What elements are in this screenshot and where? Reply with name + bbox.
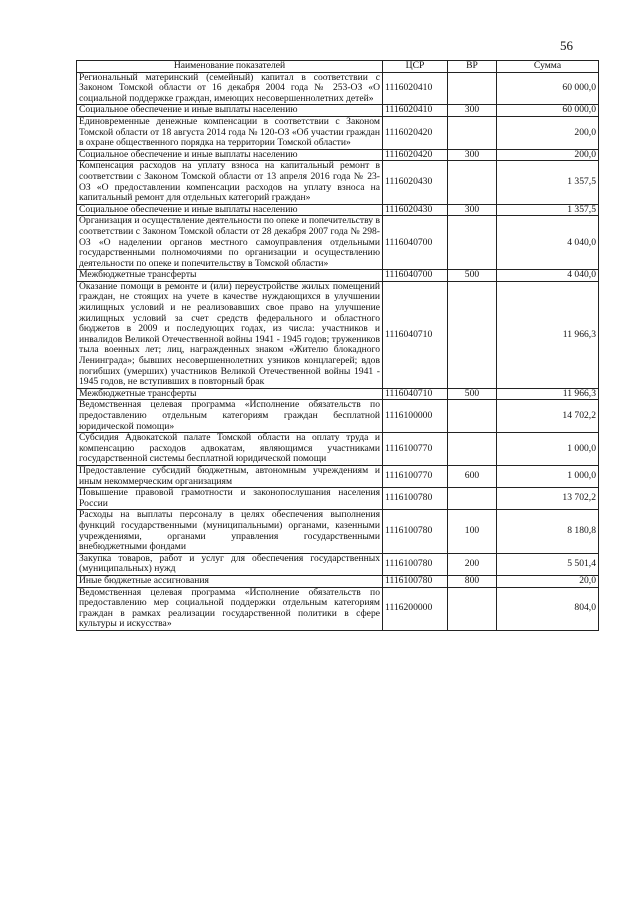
cell-name: Субсидия Адвокатской палате Томской области на оплату труда и компенсацию расходов адвокатам, являющимся участниками государственной системы бесплатной юридической помощи — [77, 433, 383, 466]
cell-csr: 1116100780 — [383, 488, 448, 510]
table-row — [77, 587, 599, 630]
table-header-row — [77, 61, 599, 73]
cell-vr — [448, 400, 497, 433]
table-row — [77, 465, 599, 487]
cell-csr: 1116040700 — [383, 216, 448, 270]
cell-csr: 1116100770 — [383, 433, 448, 466]
table-row — [77, 105, 599, 117]
table-row — [77, 488, 599, 510]
cell-sum: 14 702,2 — [497, 400, 599, 433]
cell-sum: 11 966,3 — [497, 388, 599, 400]
cell-name: Расходы на выплаты персоналу в целях обеспечения выполнения функций государственными (муниципальными) органами, казенными учреждениями, органами управления государственными внебюджетными фондами — [77, 510, 383, 553]
table-row — [77, 204, 599, 216]
cell-name: Ведомственная целевая программа «Исполнение обязательств по предоставлению мер социальной поддержки отдельным категориям граждан в рамках реализации государственной политики в сфере культуры и искусства» — [77, 587, 383, 630]
cell-vr — [448, 72, 497, 105]
cell-sum: 4 040,0 — [497, 216, 599, 270]
cell-csr: 1116020430 — [383, 161, 448, 204]
table-row — [77, 281, 599, 388]
cell-name: Межбюджетные трансферты — [77, 388, 383, 400]
cell-vr — [448, 216, 497, 270]
cell-sum: 60 000,0 — [497, 105, 599, 117]
cell-csr: 1116100000 — [383, 400, 448, 433]
cell-csr: 1116100770 — [383, 465, 448, 487]
cell-sum: 5 501,4 — [497, 553, 599, 575]
table-row — [77, 388, 599, 400]
cell-sum: 8 180,8 — [497, 510, 599, 553]
cell-csr: 1116020410 — [383, 105, 448, 117]
cell-name: Повышение правовой грамотности и законопослушания населения России — [77, 488, 383, 510]
cell-vr: 300 — [448, 204, 497, 216]
cell-name: Оказание помощи в ремонте и (или) переустройстве жилых помещений граждан, не стоящих на учете в качестве нуждающихся в улучшении жилищных условий и не реализовавших свое право на улучшение жилищных условий за счет средств федерального и областного бюджетов в 2009 и последующих годах, из числа: участников и инвалидов Великой Отечественной войны 1941 - 1945 годов; тружеников тыла военных лет; лиц, награжденных знаком «Жителю блокадного Ленинграда»; бывших несовершеннолетних узников концлагерей; вдов погибших (умерших) участников Великой Отечественной войны 1941 - 1945 годов, не вступивших в повторный брак — [77, 281, 383, 388]
table-row — [77, 510, 599, 553]
table-row — [77, 149, 599, 161]
header-vr: ВР — [448, 61, 497, 73]
cell-sum: 60 000,0 — [497, 72, 599, 105]
table-row — [77, 433, 599, 466]
cell-vr — [448, 161, 497, 204]
cell-name: Социальное обеспечение и иные выплаты населению — [77, 204, 383, 216]
cell-name: Социальное обеспечение и иные выплаты населению — [77, 149, 383, 161]
cell-name: Социальное обеспечение и иные выплаты населению — [77, 105, 383, 117]
cell-vr: 500 — [448, 270, 497, 282]
header-sum: Сумма — [497, 61, 599, 73]
cell-name: Компенсация расходов на уплату взноса на капитальный ремонт в соответствии с Законом Томской области от 13 апреля 2016 года № 23-ОЗ «О предоставлении компенсации расходов на уплату взноса на капитальный ремонт для отдельных категорий граждан» — [77, 161, 383, 204]
table-row — [77, 161, 599, 204]
cell-name: Закупка товаров, работ и услуг для обеспечения государственных (муниципальных) нужд — [77, 553, 383, 575]
cell-csr: 1116020420 — [383, 116, 448, 149]
cell-name: Ведомственная целевая программа «Исполнение обязательств по предоставлению отдельным категориям граждан бесплатной юридической помощи» — [77, 400, 383, 433]
header-csr: ЦСР — [383, 61, 448, 73]
cell-vr: 300 — [448, 105, 497, 117]
cell-vr: 200 — [448, 553, 497, 575]
table-row — [77, 216, 599, 270]
cell-name: Организация и осуществление деятельности по опеке и попечительству в соответствии с Законом Томской области от 28 декабря 2007 года № 298-ОЗ «О наделении органов местного самоуправления отдельными государственными полномочиями по организации и осуществлению деятельности по опеке и попечительству в Томской области» — [77, 216, 383, 270]
cell-vr: 100 — [448, 510, 497, 553]
cell-csr: 1116020420 — [383, 149, 448, 161]
cell-name: Единовременные денежные компенсации в соответствии с Законом Томской области от 18 августа 2014 года № 120-ОЗ «Об участии граждан в охране общественного порядка на территории Томской области» — [77, 116, 383, 149]
cell-sum: 1 357,5 — [497, 161, 599, 204]
cell-sum: 200,0 — [497, 116, 599, 149]
page-number: 56 — [560, 38, 573, 53]
cell-sum: 1 357,5 — [497, 204, 599, 216]
cell-csr: 1116100780 — [383, 553, 448, 575]
cell-sum: 1 000,0 — [497, 465, 599, 487]
table-row — [77, 553, 599, 575]
cell-vr — [448, 116, 497, 149]
cell-sum: 13 702,2 — [497, 488, 599, 510]
cell-vr: 600 — [448, 465, 497, 487]
table-row — [77, 116, 599, 149]
cell-sum: 804,0 — [497, 587, 599, 630]
cell-vr: 300 — [448, 149, 497, 161]
budget-table — [76, 60, 599, 631]
cell-vr: 800 — [448, 575, 497, 587]
cell-sum: 200,0 — [497, 149, 599, 161]
cell-name: Региональный материнский (семейный) капитал в соответствии с Законом Томской области от 16 декабря 2004 года № 253-ОЗ «О социальной поддержке граждан, имеющих несовершеннолетних детей» — [77, 72, 383, 105]
cell-csr: 1116100780 — [383, 510, 448, 553]
cell-vr — [448, 488, 497, 510]
cell-csr: 1116020410 — [383, 72, 448, 105]
cell-csr: 1116040710 — [383, 281, 448, 388]
cell-sum: 20,0 — [497, 575, 599, 587]
cell-csr: 1116040700 — [383, 270, 448, 282]
cell-csr: 1116040710 — [383, 388, 448, 400]
cell-csr: 1116100780 — [383, 575, 448, 587]
cell-vr — [448, 587, 497, 630]
cell-vr — [448, 281, 497, 388]
table-row — [77, 270, 599, 282]
table-row — [77, 400, 599, 433]
cell-sum: 4 040,0 — [497, 270, 599, 282]
cell-sum: 11 966,3 — [497, 281, 599, 388]
header-name: Наименование показателей — [77, 61, 383, 73]
table-row — [77, 72, 599, 105]
cell-vr — [448, 433, 497, 466]
cell-csr: 1116200000 — [383, 587, 448, 630]
cell-csr: 1116020430 — [383, 204, 448, 216]
table-row — [77, 575, 599, 587]
cell-sum: 1 000,0 — [497, 433, 599, 466]
cell-name: Предоставление субсидий бюджетным, автономным учреждениям и иным некоммерческим организациям — [77, 465, 383, 487]
cell-name: Межбюджетные трансферты — [77, 270, 383, 282]
cell-vr: 500 — [448, 388, 497, 400]
cell-name: Иные бюджетные ассигнования — [77, 575, 383, 587]
